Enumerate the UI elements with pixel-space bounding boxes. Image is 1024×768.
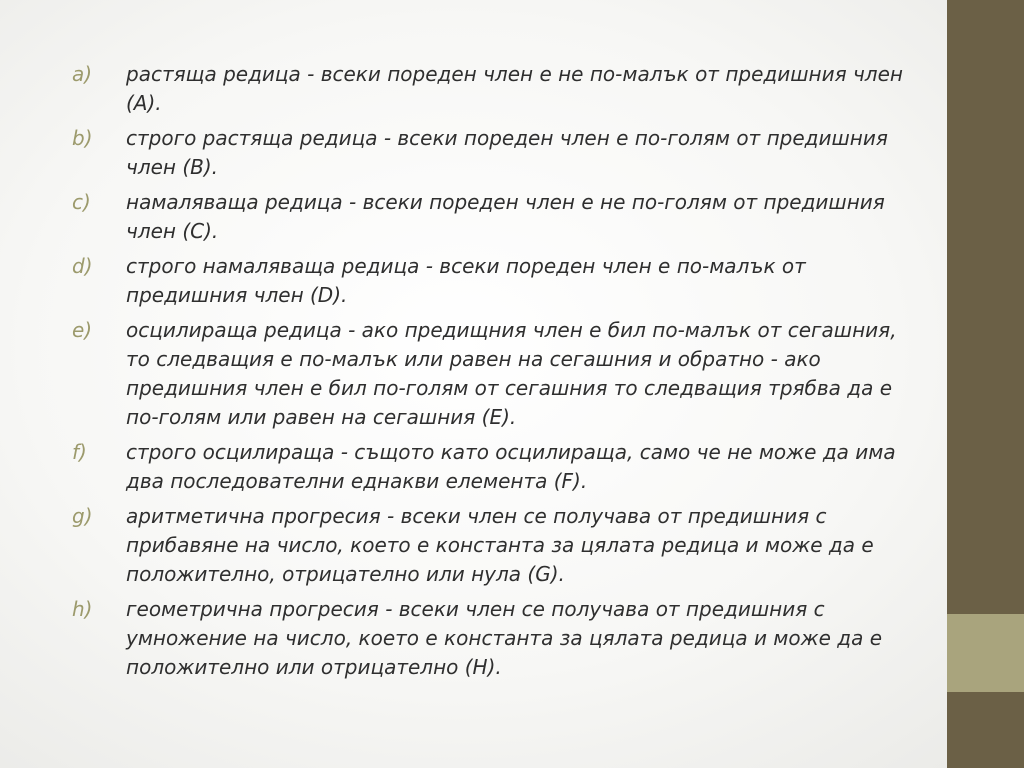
list-marker: h)	[72, 597, 93, 621]
list-marker: g)	[72, 504, 93, 528]
list-marker: a)	[72, 62, 93, 86]
sidebar-band-middle	[947, 614, 1024, 692]
list-item	[72, 252, 922, 310]
list-item-text: аритметична прогресия - всеки член се получава от предишния с прибавяне на число, което е константа за цялата редица и може да е положително, отрицателно или нула (G).	[126, 504, 874, 586]
sidebar-band-bottom	[947, 692, 1024, 768]
list-item	[72, 595, 922, 682]
list-item-text: намаляваща редица - всеки пореден член е не по-голям от предишния член (C).	[126, 190, 885, 243]
list-item-text: строго намаляваща редица - всеки пореден член е по-малък от предишния член (D).	[126, 254, 806, 307]
list-item-text: строго растяща редица - всеки пореден член е по-голям от предишния член (B).	[126, 126, 888, 179]
list-item-text: осцилираща редица - ако предищния член е бил по-малък от сегашния, то следващия е по-малък или равен на сегашния и обратно - ако предишния член е бил по-голям от сегашния то следващия трябва да е по-голям или равен на сегашния (E).	[126, 318, 897, 429]
list-item	[72, 124, 922, 182]
definition-list	[72, 60, 922, 688]
list-marker: d)	[72, 254, 93, 278]
list-item	[72, 60, 922, 118]
list-item	[72, 438, 922, 496]
list-marker: b)	[72, 126, 93, 150]
list-item	[72, 316, 922, 432]
list-marker: f)	[72, 440, 87, 464]
list-item-text: растяща редица - всеки пореден член е не по-малък от предишния член (A).	[126, 62, 903, 115]
list-item	[72, 502, 922, 589]
list-item-text: геометрична прогресия - всеки член се получава от предишния с умножение на число, което е константа за цялата редица и може да е положително или отрицателно (H).	[126, 597, 883, 679]
list-marker: c)	[72, 190, 91, 214]
list-item-text: строго осцилираща - същото като осцилираща, само че не може да има два последователни еднакви елемента (F).	[126, 440, 896, 493]
list-marker: e)	[72, 318, 93, 342]
list-item	[72, 188, 922, 246]
sidebar-band-top	[947, 0, 1024, 614]
decorative-sidebar	[947, 0, 1024, 768]
